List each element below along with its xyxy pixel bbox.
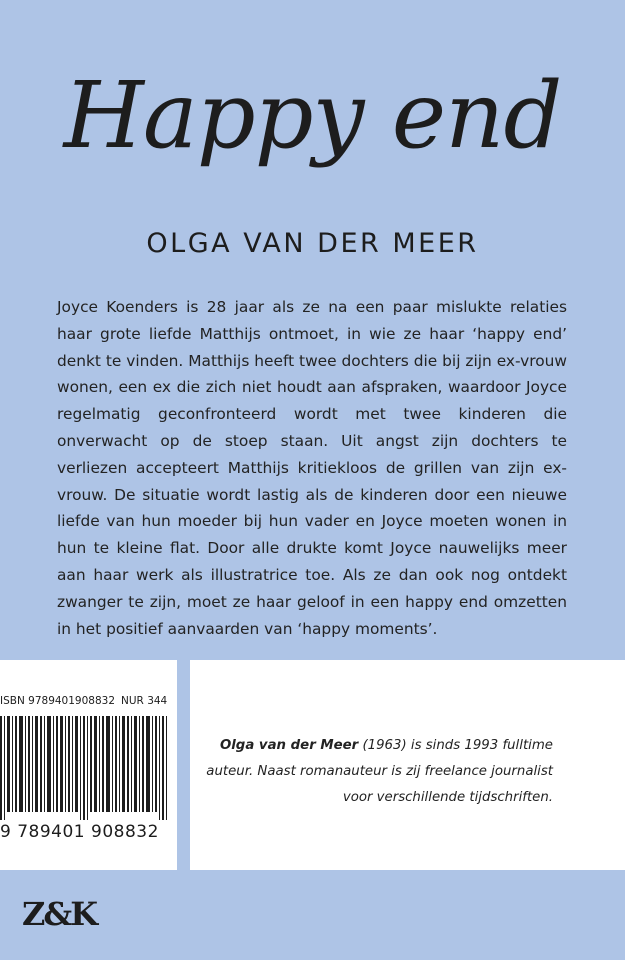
publisher-logo: Z&K <box>22 895 97 933</box>
book-author: OLGA VAN DER MEER <box>146 228 479 259</box>
barcode-digits: 9 789401 908832 <box>0 822 159 842</box>
isbn-line <box>0 695 177 707</box>
book-title: Happy end <box>63 62 562 169</box>
author-bio-panel <box>190 660 625 870</box>
author-bio <box>190 733 553 811</box>
barcode-image <box>0 716 172 820</box>
author-bio-name: Olga van der Meer <box>219 738 359 753</box>
isbn-number: ISBN 9789401908832 <box>0 695 116 707</box>
book-blurb: Joyce Koenders is 28 jaar als ze na een paar mislukte relaties haar grote liefde Matthijs ontmoet, in wie ze haar ‘happy end’ denkt te vinden. Matthijs heeft twee dochters die bij zijn ex-vrouw wonen, een ex die zich niet houdt aan afspraken, waardoor Joyce regelmatig geconfronteerd wordt met twee kinderen die onverwacht op de stoep staan. Uit angst zijn dochters te verliezen accepteert Matthijs kritiekloos de grillen van zijn ex-vrouw. De situatie wordt lastig als de kinderen door een nieuwe liefde van hun moeder bij hun vader en Joyce moeten wonen in hun te kleine flat. Door alle drukte komt Joyce nauwelijks meer aan haar werk als illustratrice toe. Als ze dan ook nog ontdekt zwanger te zijn, moet ze haar geloof in een happy end omzetten in het positief aanvaarden van ‘happy moments’. <box>57 298 567 638</box>
author-bio-text: (1963) is sinds 1993 fulltime auteur. Naast romanauteur is zij freelance journalist voor verschillende tijdschriften. <box>206 738 553 805</box>
nur-code: NUR 344 <box>121 695 168 707</box>
